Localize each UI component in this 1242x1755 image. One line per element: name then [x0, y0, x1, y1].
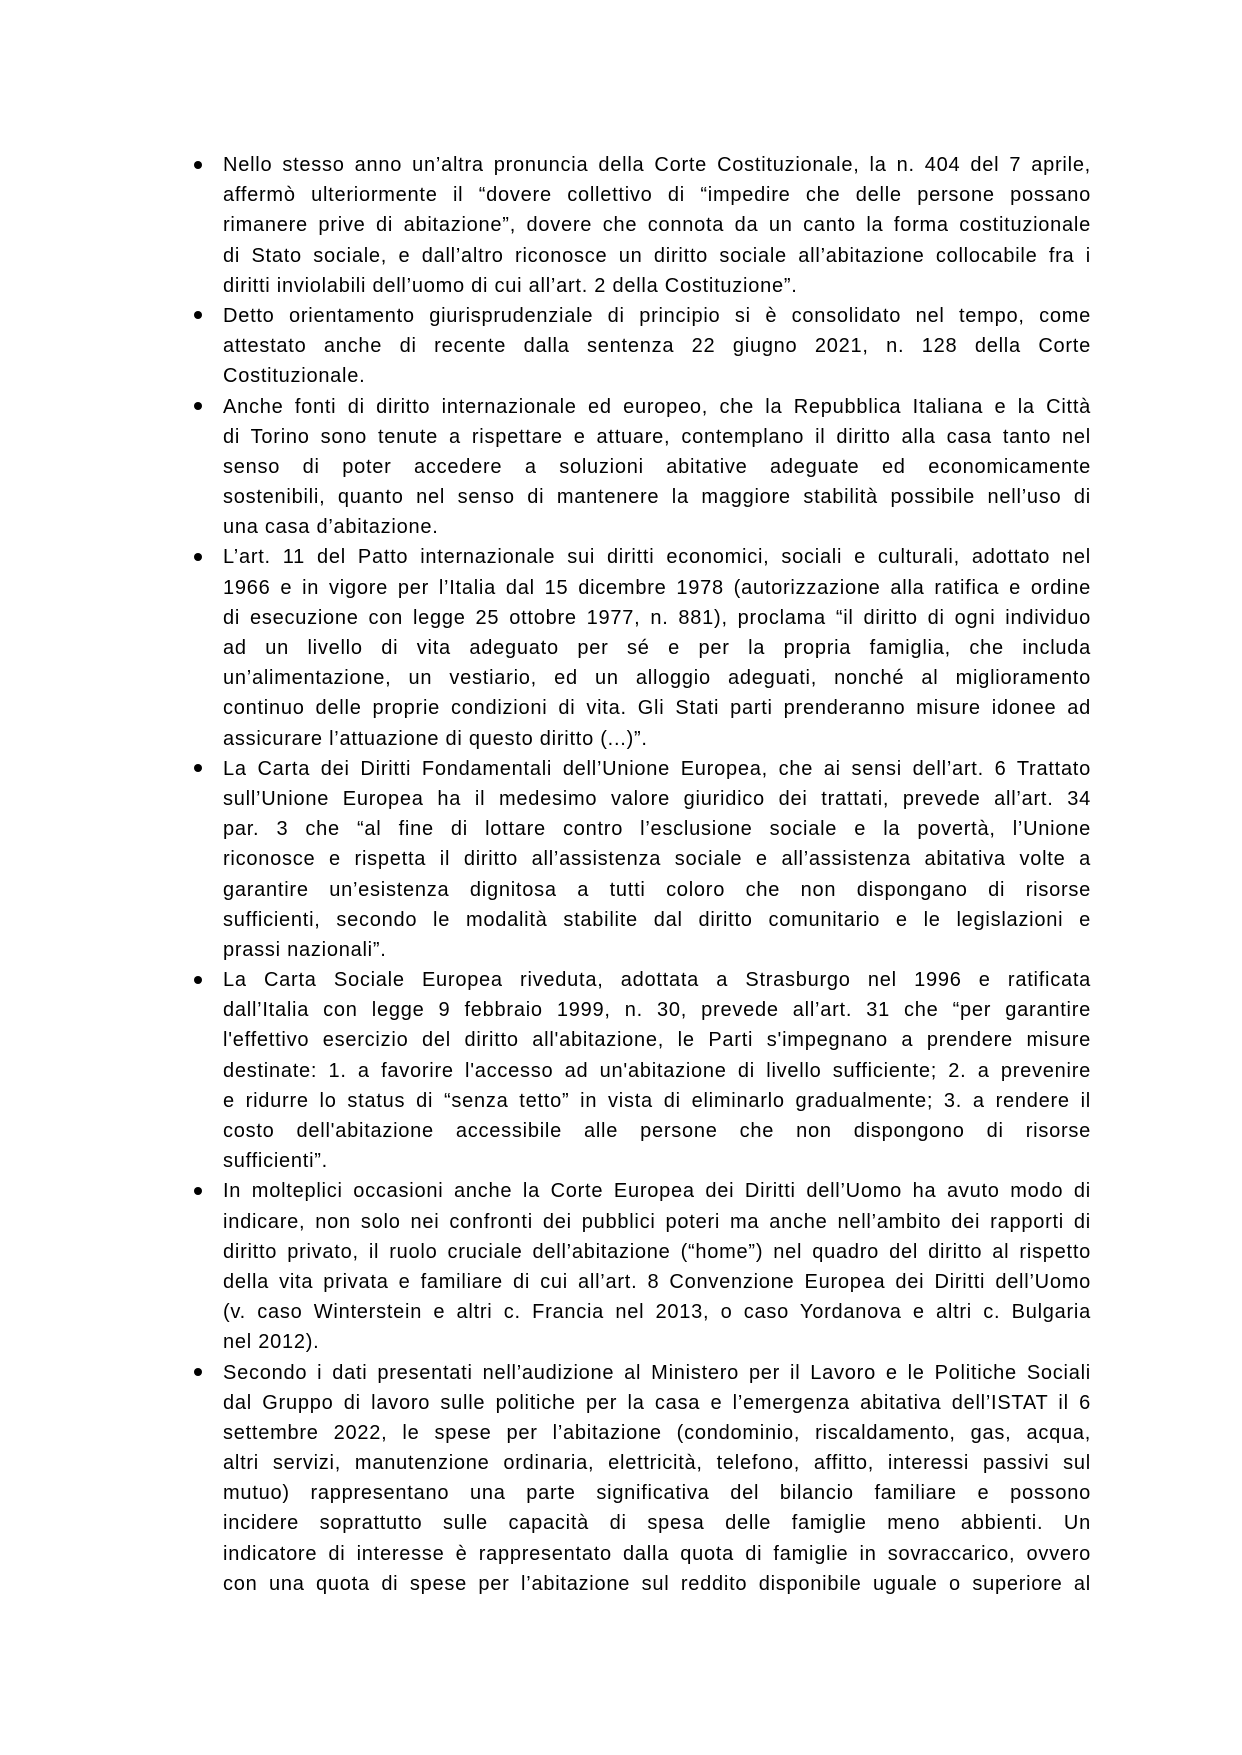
text-line: incidere soprattutto sulle capacità di spesa delle famiglie meno abbienti. Un — [223, 1512, 1091, 1535]
bullet-icon — [194, 1187, 202, 1195]
list-item — [192, 542, 1091, 753]
text-line: ad un livello di vita adeguato per sé e per la propria famiglia, che includa — [223, 637, 1091, 659]
text-line: Anche fonti di diritto internazionale ed europeo, che la Repubblica Italiana e la Città — [223, 395, 1091, 418]
text-line: La Carta Sociale Europea riveduta, adottata a Strasburgo nel 1996 e ratificata — [223, 969, 1091, 992]
text-line: Secondo i dati presentati nell’audizione al Ministero per il Lavoro e le Politiche Sociali — [223, 1361, 1091, 1384]
text-line: costo dell'abitazione accessibile alle persone che non dispongono di risorse — [223, 1120, 1091, 1142]
paragraph — [223, 1176, 1091, 1357]
text-line: dall’Italia con legge 9 febbraio 1999, n. 30, prevede all’art. 31 che “per garantire — [223, 999, 1091, 1022]
bullet-list — [192, 150, 1091, 1599]
bullet-marker — [192, 150, 223, 169]
text-line: un’alimentazione, un vestiario, ed un alloggio adeguati, nonché al miglioramento — [223, 667, 1091, 690]
text-line: 1966 e in vigore per l’Italia dal 15 dicembre 1978 (autorizzazione alla ratifica e ordine — [223, 576, 1091, 599]
paragraph — [223, 392, 1091, 543]
text-line: Nello stesso anno un’altra pronuncia della Corte Costituzionale, la n. 404 del 7 aprile, — [223, 154, 1091, 176]
paragraph — [223, 301, 1091, 392]
text-line: Costituzionale. — [223, 365, 366, 388]
text-line: con una quota di spese per l’abitazione sul reddito disponibile uguale o superiore al — [223, 1572, 1091, 1595]
text-line: dal Gruppo di lavoro sulle politiche per la casa e l’emergenza abitativa dell’ISTAT il 6 — [223, 1391, 1091, 1414]
bullet-marker — [192, 1176, 223, 1195]
text-line: e ridurre lo status di “senza tetto” in vista di eliminarlo gradualmente; 3. a rendere il — [223, 1089, 1091, 1112]
text-line: destinate: 1. a favorire l'accesso ad un'abitazione di livello sufficiente; 2. a prevenire — [223, 1059, 1091, 1082]
text-line: garantire un’esistenza dignitosa a tutti coloro che non dispongano di risorse — [223, 878, 1091, 901]
text-line: altri servizi, manutenzione ordinaria, elettricità, telefono, affitto, interessi passivi sul — [223, 1452, 1091, 1475]
paragraph — [223, 754, 1091, 965]
list-item — [192, 965, 1091, 1176]
paragraph — [223, 965, 1091, 1176]
bullet-marker — [192, 754, 223, 773]
bullet-marker — [192, 965, 223, 984]
text-line: indicatore di interesse è rappresentato dalla quota di famiglie in sovraccarico, ovvero — [223, 1542, 1091, 1565]
text-line: l'effettivo esercizio del diritto all'abitazione, le Parti s'impegnano a prendere misure — [223, 1029, 1091, 1052]
text-line: rimanere prive di abitazione”, dovere che connota da un canto la forma costituzionale — [223, 214, 1091, 237]
bullet-marker — [192, 1358, 223, 1377]
text-line: di Stato sociale, e dall’altro riconosce un diritto sociale all’abitazione collocabile fra i — [223, 244, 1091, 267]
bullet-icon — [194, 553, 202, 561]
text-line: di Torino sono tenute a rispettare e attuare, contemplano il diritto alla casa tanto nel — [223, 425, 1091, 448]
text-line: attestato anche di recente dalla sentenza 22 giugno 2021, n. 128 della Corte — [223, 335, 1091, 358]
bullet-icon — [194, 161, 202, 169]
text-line: settembre 2022, le spese per l’abitazione (condominio, riscaldamento, gas, acqua, — [223, 1421, 1091, 1444]
list-item — [192, 754, 1091, 965]
list-item — [192, 392, 1091, 543]
list-item — [192, 1358, 1091, 1600]
list-item — [192, 150, 1091, 301]
text-line: L’art. 11 del Patto internazionale sui diritti economici, sociali e culturali, adottato nel — [223, 546, 1091, 569]
text-line: una casa d’abitazione. — [223, 516, 439, 539]
text-line: di esecuzione con legge 25 ottobre 1977, n. 881), proclama “il diritto di ogni individuo — [223, 606, 1091, 629]
text-line: In molteplici occasioni anche la Corte Europea dei Diritti dell’Uomo ha avuto modo di — [223, 1180, 1091, 1203]
text-line: (v. caso Winterstein e altri c. Francia nel 2013, o caso Yordanova e altri c. Bulgaria — [223, 1301, 1091, 1324]
bullet-icon — [194, 1368, 202, 1376]
paragraph — [223, 150, 1091, 301]
text-line: della vita privata e familiare di cui all’art. 8 Convenzione Europea dei Diritti dell’Uomo — [223, 1270, 1091, 1293]
paragraph — [223, 542, 1091, 753]
text-line: sufficienti”. — [223, 1150, 328, 1173]
text-line: nel 2012). — [223, 1331, 320, 1354]
list-item — [192, 1176, 1091, 1357]
paragraph — [223, 1358, 1091, 1600]
text-line: continuo delle proprie condizioni di vita. Gli Stati parti prenderanno misure idonee ad — [223, 697, 1091, 720]
bullet-icon — [194, 764, 202, 772]
bullet-icon — [194, 402, 202, 410]
list-item — [192, 301, 1091, 392]
bullet-icon — [194, 311, 202, 319]
text-line: riconosce e rispetta il diritto all’assistenza sociale e all’assistenza abitativa volte a — [223, 848, 1091, 871]
text-line: affermò ulteriormente il “dovere collettivo di “impedire che delle persone possano — [223, 184, 1091, 207]
text-line: mutuo) rappresentano una parte significativa del bilancio familiare e possono — [223, 1482, 1091, 1505]
text-line: sostenibili, quanto nel senso di mantenere la maggiore stabilità possibile nell’uso di — [223, 486, 1091, 509]
text-line: Detto orientamento giurisprudenziale di principio si è consolidato nel tempo, come — [223, 304, 1091, 327]
text-line: par. 3 che “al fine di lottare contro l’esclusione sociale e la povertà, l’Unione — [223, 818, 1091, 841]
text-line: diritto privato, il ruolo cruciale dell’abitazione (“home”) nel quadro del diritto al rispetto — [223, 1240, 1091, 1263]
text-line: prassi nazionali”. — [223, 938, 387, 961]
bullet-marker — [192, 542, 223, 561]
bullet-marker — [192, 301, 223, 320]
text-line: La Carta dei Diritti Fondamentali dell’Unione Europea, che ai sensi dell’art. 6 Trattato — [223, 757, 1091, 780]
text-line: assicurare l’attuazione di questo diritto (...)”. — [223, 727, 648, 750]
bullet-icon — [194, 976, 202, 984]
text-line: diritti inviolabili dell’uomo di cui all’art. 2 della Costituzione”. — [223, 274, 798, 297]
text-line: senso di poter accedere a soluzioni abitative adeguate ed economicamente — [223, 455, 1091, 478]
bullet-marker — [192, 392, 223, 411]
text-line: sufficienti, secondo le modalità stabilite dal diritto comunitario e le legislazioni e — [223, 908, 1091, 931]
text-line: indicare, non solo nei confronti dei pubblici poteri ma anche nell’ambito dei rapporti di — [223, 1210, 1091, 1233]
text-line: sull’Unione Europea ha il medesimo valore giuridico dei trattati, prevede all’art. 34 — [223, 787, 1091, 810]
